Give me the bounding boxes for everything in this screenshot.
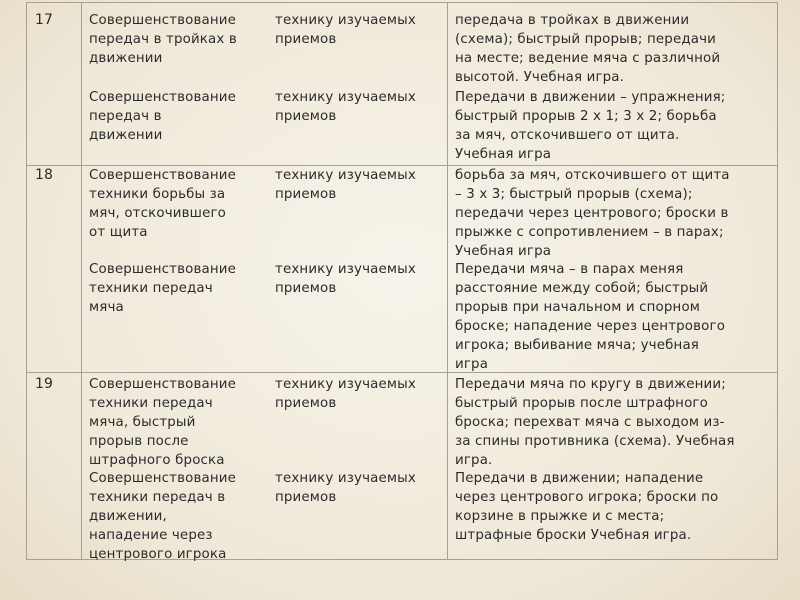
lesson-topic: Совершенствование передач в движении (89, 90, 237, 143)
column-divider (81, 166, 82, 372)
lesson-method: технику изучаемых приемов (275, 168, 416, 202)
lesson-topic: Совершенствование техники передач в движении, нападение через центрового игрока (89, 471, 237, 562)
lesson-method: технику изучаемых приемов (275, 13, 416, 47)
column-divider (447, 3, 448, 165)
table-row (27, 373, 777, 562)
lesson-number: 18 (35, 167, 54, 183)
lesson-method: технику изучаемых приемов (275, 262, 416, 296)
table-row (27, 3, 777, 166)
column-divider (81, 373, 82, 559)
lesson-content: борьба за мяч, отскочившего от щита – 3 х 3; быстрый прорыв (схема); передачи через центрового; броски в прыжке с сопротивлением – в парах; Учебная игра (455, 168, 730, 259)
lesson-number: 19 (35, 376, 54, 392)
lesson-method: технику изучаемых приемов (275, 90, 416, 124)
lesson-content: передача в тройках в движении (схема); быстрый прорыв; передачи на месте; ведение мяча с различной высотой. Учебная игра. (455, 13, 721, 85)
lesson-topic: Совершенствование передач в тройках в движении (89, 13, 237, 66)
column-divider (81, 3, 82, 165)
lesson-content: Передачи мяча по кругу в движении; быстрый прорыв после штрафного броска; перехват мяча с выходом из- за спины противника (схема). Учебная игра. (455, 377, 735, 468)
lesson-topic: Совершенствование техники передач мяча, быстрый прорыв после штрафного броска (89, 377, 237, 468)
lesson-content: Передачи мяча – в парах меняя расстояние между собой; быстрый прорыв при начальном и спорном броске; нападение через центрового игрока; выбивание мяча; учебная игра (455, 262, 726, 372)
lesson-content: Передачи в движении; нападение через центрового игрока; броски по корзине в прыжке и с места; штрафные броски Учебная игра. (455, 471, 719, 543)
lesson-method: технику изучаемых приемов (275, 471, 416, 505)
lesson-method: технику изучаемых приемов (275, 377, 416, 411)
table-row (27, 166, 777, 373)
column-divider (447, 166, 448, 372)
lesson-plan-table (26, 2, 778, 560)
lesson-topic: Совершенствование техники передач мяча (89, 262, 237, 315)
lesson-content: Передачи в движении – упражнения; быстрый прорыв 2 х 1; 3 х 2; борьба за мяч, отскочившего от щита. Учебная игра (455, 90, 726, 162)
lesson-number: 17 (35, 12, 54, 28)
column-divider (447, 373, 448, 559)
lesson-topic: Совершенствование техники борьбы за мяч, отскочившего от щита (89, 168, 237, 240)
